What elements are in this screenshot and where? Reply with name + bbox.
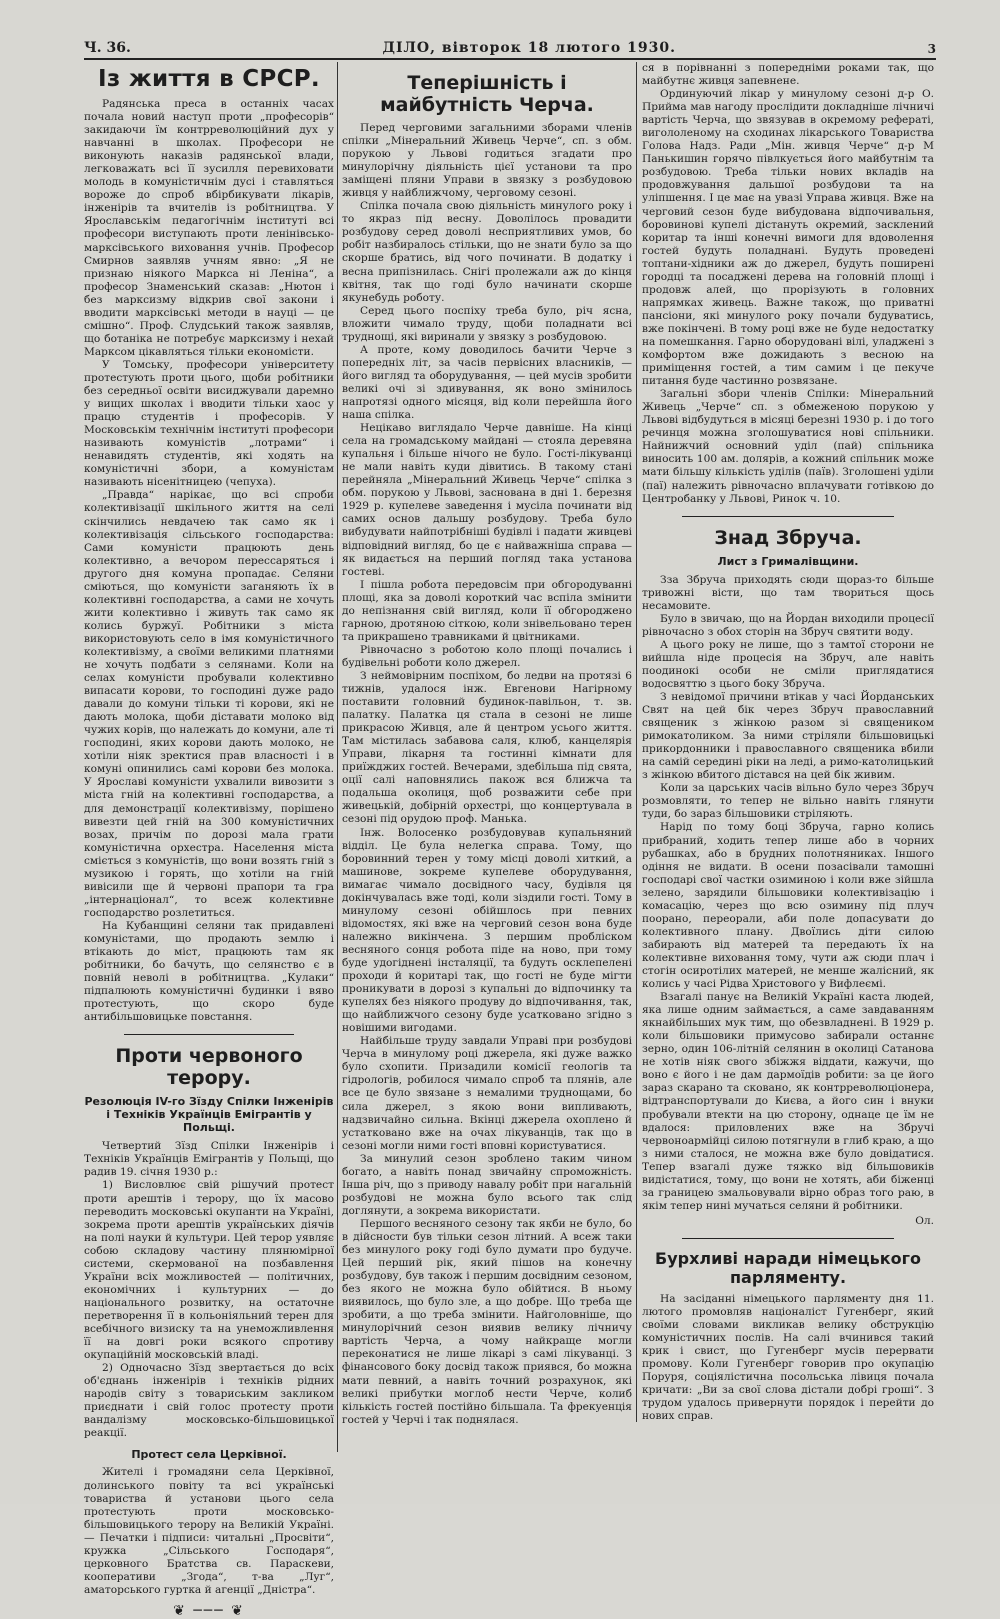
paragraph: З невідомої причини втікав у часі Йорданських Свят на цей бік через Збруч православний священик з жінкою разом зі священиком римокатоликом. За ними стріляли більшовицькі прикордонники і православного священика вбили на самій середині ріки на леді, а римо-католицький з жінкою вбитого дістався на цей бік живим.	[642, 691, 934, 782]
divider	[124, 1034, 294, 1035]
article-title: Теперішність і майбутність Черча.	[380, 72, 594, 116]
issue-number: Ч. 36.	[84, 40, 131, 56]
paragraph: Спілка почала свою діяльність минулого року і то якраз під весну. Доволілось провадити розбудову серед доволі несприятливих умов, бо робіт назбиралось стільки, що не знати було за що скорше братись, від чого починати. В додатку і весна припізнилась. Снігі пролежали аж до кінця квітня, так що годі було начинати скорше якунебудь роботу.	[342, 200, 632, 304]
paragraph: З неймовірним поспіхом, бо ледви на протязі 6 тижнів, удалося інж. Евгенови Нагірному поставити головний будинок-павільон, т. зв. палатку. Палатка ця стала в сезоні не лише прикрасою Живця, але й центром усього життя. Там містилась забавова саля, клюб, канцелярія Управи, лікарня та гостинні кімнати для приїжджих гостей. Вечерами, здебільша під свята, оції салі наповнялись пакож вся ближча та подальша околиця, щоб розважити себе при живецькій, добірній орхестрі, що концертувала в сезоні під орудою проф. Манька.	[342, 669, 632, 826]
paragraph: 2) Одночасно Зїзд звертається до всіх об'єднань інженірів і техніків рідних народів світу з товариським закликом приєднати і свій голос протесту проти вандалізму московсько-більшовицької реакції.	[84, 1362, 334, 1440]
masthead-title: ДІЛО, вівторок 18 лютого 1930.	[382, 40, 676, 56]
paragraph: На Кубанщині селяни так придавлені комуністами, що продають землю і втікають до міст, працюють там як робітники, бо бачуть, що селянство є в повній неволі в робітництва. „Кулаки“ підпалюють комуністичні будинки і вяво протестують, що скоро буде антибільшовицьке повстання.	[84, 919, 334, 1024]
signature: Ол.	[915, 1214, 934, 1227]
paragraph: Взагалі панує на Великій Україні каста людей, яка лише одним займається, а саме завдаванням якнайбільших мук тим, що обезвладнені. В 1929 р. коли більшовики примусово забирали останнє зерно, один 106-літній селянин в околиці Сатанова не хотів ніяк свого збіжжя віддати, кажучи, що воно є його і не дам дармоїдів робити: за це його зараз скарано та сковано, як контрреволюціонера, відтранспортували до Києва, а його син і внуки пробували втекти на цю сторону, однаце це їм не вдалося: приловлених вже на Збручі червоноармійці силою потягнули в глиб краю, а що з ними сталося, не можна вже було довідатися. Тепер взагалі дуже тяжко від більшовиків видістатися, тому, що вони не хотять, аби біженці за границею змальовували вірно образ того раю, в якім тепер нині мучаться селяни й робітники.	[642, 991, 934, 1212]
paragraph: Було в звичаю, що на Йордан виходили процесії рівночасно з обох сторін на Збруч святити воду.	[642, 612, 934, 638]
article-title: Знад Збруча.	[714, 526, 862, 549]
paragraph: ся в порівнанні з попередніми роками так, що майбутнє живця запевнене.	[642, 62, 934, 88]
article-title: Протест села Церківної.	[131, 1448, 287, 1462]
paragraph: А цього року не лише, що з тамтої сторони не вийшла ніде процесія на Збруч, але навіть поодинокі особи не сміли приглядатися водосвяттю з цього боку Збруча.	[642, 638, 934, 690]
paragraph: 1) Висловлює свій рішучий протест проти арештів і терору, що їх масово переводить московські окупанти на Україні, зокрема проти арештів українських діячів на полі науки й культури. Цей терор уявляє собою складову частину плянюмірної системи, скермованої на позбавлення України всіх можливостей — політичних, економічних і культурних — до національного розвитку, на остаточне перетворення її в кольоніяльний терен для всебічного визиску та на унеможливлення її на довгі роки всякого спротиву окупаційній московській владі.	[84, 1179, 334, 1362]
paragraph: У Томську, професори університету протестують проти цього, щоби робітники без середньої освіти висиджували даремно у вищих школах і вводити тільки хаос у працю студентів і професорів. У Московськім технічнім інституті професори називають комуністів „лотрами“ і ненавидять студентів, які ходять на комуністичні збори, а комуністам називають нісенітницею (чепуха).	[84, 358, 334, 489]
paragraph: Нарід по тому боці Збруча, гарно колись прибраний, ходить тепер лише або в чорних рубашках, або в брудних полотняниках. Іншого одіння не видати. В осени позасівали тамошні господарі свої частки озиминою і коли вже зійшла зелено, зарядили більшовики колективізацію і комасацію, через що всю озимину під плуч поорано, переорали, аби поле допасувати до колективного плану. Двоїлись діти силою забирають від матерей та передають їх на колективне виховання тому, чути аж сюди плач і стогін осиротілих матерей, не менше жалісний, як колись у часі Рідва Христового у Вифлеємі.	[642, 821, 934, 991]
column-3	[642, 62, 934, 1422]
masthead	[84, 34, 936, 60]
paragraph: Найбільше труду завдали Управі при розбудові Черча в минулому році джерела, які дуже важко було схопити. Призадили комісії геологів та гідрологів, робилося чимало спроб та плянів, але все це було звязане з немалими труднощами, бо сила джерел, з якою вони випливають, надзвичайно сильна. Вкінці джерела охоплено й устатковано вже на очах лікуванців, так що в сезоні могли ними гості вповні користуватися.	[342, 1035, 632, 1152]
paragraph: Коли за царських часів вільно було через Збруч розмовляти, то тепер не вільно навіть глянути туди, бо зараз більшовики стріляють.	[642, 782, 934, 821]
paragraph: На засіданні німецького парляменту дня 11. лютого промовляв націоналіст Гугенберг, який своїми словами викликав велику обструкцію комуністичних послів. На салі вчинився такий крик і свист, що Гугенберг мусів перервати промову. Коли Гугенберг говорив про окупацію Поруря, соціялістична посольська лівиця почала кричати: „Ви за свої слова дістали добрі гроші“. З трудом удалось привернути порядок і перейти до нових справ.	[642, 1292, 934, 1423]
column-divider	[636, 62, 637, 1422]
paragraph: І пішла робота передовсім при обгородуванні площі, яка за доволі короткий час вспіла змінити до непізнання свій вигляд, коли її обгороджено гарною, дротяною сіткою, коли знівельовано терен та прикрашено травниками й цвітниками.	[342, 578, 632, 643]
paragraph: Інж. Волосенко розбудовував купальняний відділ. Це була нелегка справа. Тому, що боровинний терен у тому місці доволі хиткий, а машинове, зокреме купелеве оборудування, вимагає чимало досвідного часу, будівля ця докінчувалась вже тоді, коли зіздили гості. Тому в минулому сезоні обійшлось при певних відомостях, які вже на черговий сезон вона буде належно викінчена. З першим пробліском весняного сонця робота піде на ново, при тому буде удогіднені інсталяції, та будуть осклепелені проходи й коритарі так, що гості не буде мігти проникувати в дорозі з купальні до відпочинку та купелях без ніякого продуву до відпочивання, так, що найближчого сезону буде усатковано згідно з новішими вигодами.	[342, 826, 632, 1035]
paragraph: Рівночасно з роботою коло площі почались і будівельні роботи коло джерел.	[342, 643, 632, 669]
paragraph: Загальні збори членів Спілки: Мінеральний Живець „Черче“ сп. з обмеженою порукою у Львові відбудуться в місяці березні 1930 р. і до того речинця можна зголошуватися нові спільники. Найнижчий основний уділ (пай) спільника виносить 100 ам. долярів, а кожний спільник може мати більшу кількість уділів (паїв). Зголошені уділи (паї) належить рівночасно вплачувати готівкою до Центробанку у Львові, Ринок ч. 10.	[642, 388, 934, 505]
paragraph: Радянська преса в останніх часах почала новий наступ проти „професорів“ закидаючи їм контрреволюційний дух у навчанні в школах. Професори не виконують наказів радянської влади, легковажать всі її зусилля перевиховати молодь в комуністичнім дусі і ставляться вороже до спроб вбірбикувати лікарів, інженірів та вчителів із робітництва. У Ярославськім педагогічнім інституті всі професори виступають проти ленінівсько-марксівського виховання учнів. Професор Смирнов заявляв учням явно: „Я не признаю ніякого Маркса ні Леніна“, а професор Знаменський сказав: „Нютон і без марксизму відкрив свої закони і вводити марксівські методи в науці — це смішно“. Проф. Слудський також заявляв, що ботаніка не потребує марксизму і нехай Марксом цікавляться тільки економісти.	[84, 98, 334, 358]
column-1	[84, 62, 334, 1619]
ornament-divider: ❦ ─── ❦	[173, 1602, 245, 1619]
article-title: Проти червоного терору.	[115, 1045, 303, 1090]
paragraph: Серед цього поспіху треба було, річ ясна, вложити чимало труду, щоби поладнати всі труднощі, які виринали у звязку з розбудовою.	[342, 304, 632, 343]
paragraph: Нецікаво виглядало Черче давніше. На кінці села на громадському майдані — стояла деревяна купальня і більше нічого не було. Гості-лікуванці не мали навіть куди дівитись. В такому стані перейняла „Мінеральний Живець Черче“ спілка з обм. порукою у Львові, заснована в дні 1. березня 1929 р. купелеве заведення і мусіла починати від самих основ дальшу розбудову. Треба було вибудувати найпотрібніші будівлі і падати живцеві відповідний вигляд, бо це є найважніша справа — як видається на перший погляд така установа гостеві.	[342, 422, 632, 578]
paragraph: Перед черговими загальними зборами членів спілки „Мінеральний Живець Черче“, сп. з обм. порукою у Львові годиться згадати про минулорічну діяльність цієї установи та про заміщені пляни Управи в звязку з розбудовою живця у найближчому, черговому сезоні.	[342, 122, 632, 200]
column-divider	[337, 62, 338, 1452]
paragraph: Четвертий Зїзд Спілки Інженірів і Техніків Українців Емігрантів у Польщі, що радив 19. січня 1930 р.:	[84, 1140, 334, 1179]
article-title: Бурхливі наради німецького парляменту.	[655, 1248, 921, 1287]
paragraph: Першого весняного сезону так якби не було, бо в дійсности був тільки сезон літний. А всеж таки без минулого року годі було думати про будуче. Цей перший рік, який пішов на конечну розбудову, був також і першим досвідним сезоном, без якого не можна було обійтися. В ньому виявилось, що було зле, а що добре. Що треба ще зробити, а що треба змінити. Найголовніше, що минулорічний сезон виявив велику лічничу вартість Черча, а чому найкраще могли переконатися не лише лікарі з самі лікуванці. З фінансового боку досвід також приявся, бо можна мати певний, а навіть точний розрахунок, які великі прибутки моглоб нести Черче, колиб кількість гостей постійно більшала. Та фрекуенція гостей у Черчі і так поднялася.	[342, 1217, 632, 1426]
paragraph: Зза Збруча приходять сюди щораз-то більше тривожні вісти, що там твориться щось несамовите.	[642, 573, 934, 612]
paragraph: За минулий сезон зроблено таким чином богато, а навіть понад звичайну спроможність. Інша річ, що з приводу навалу робіт при нагальній розбудові не можна було всього так слід доглянути, а зокрема використати.	[342, 1152, 632, 1217]
divider	[682, 1238, 894, 1239]
paragraph: Ординуючий лікар у минулому сезоні д-р О. Прийма мав нагоду прослідити докладніше лічничі вартість Черча, що звязував в окремому рефераті, вигололеному на сходинах лікарського Товариства Голова Надз. Ради „Мін. живця Черче“ д-р М Панькишин горячо півлкується його майбутнім та розбудовою. Треба тільки нових вкладів на продовжування дальшої розбудови та на уліпшення. І це має на увазі Управа живця. Вже на черговий сезон буде вибудована відпочивальня, боровинові купелі дістануть окремий, засклений коритар та інші конечні вимоги для вдоволення гостей будуть поладнані. Будуть проведені топтани-хідники аж до джерел, будуть поширені городці та посаджені дерева на головній площі і продовж алей, що прорізують в головних напрямках живець. Важне також, що приватні пансіони, які минулого року почали будуватись, вже покінчені. В тому році вже не буде недостатку на помешкання. Гарно оборудовані вілі, уладжені з комфортом вже дожидають з весною на приміщення гостей, а тим самим і це пекуче питання буде частинно розвязане.	[642, 88, 934, 388]
article-subtitle: Лист з Грималівщини.	[717, 554, 859, 568]
paragraph: „Правда“ нарікає, що всі спроби колективізації шкільного життя на селі скінчились невдачею так само як і колективізація сільського господарства: Сами комуністи працюють день колективно, а вечором перессаряться і другого дня комуна пропадає. Селяни сміються, що комуністи заганяють їх в колективні господарства, а сами не хочуть жити колективно і живуть так само як колись буржуї. Робітники з міста використовують село в імя комуністичного колективізму, а своїми великими платнями не хочуть подбати з селянами. Коли на селах комуністи пробували колективно випасати корови, то господині дуже радо давали до комуни тільки ті корови, які не дають молока, щоби діставати молоко від чужих корів, що належать до комуни, але ті господині, яких корови дають молоко, не хотіли ніяк зректися прав власності і в комуні опинились самі корови без молока. У Ярославі комуністи ухвалили вивозити з міста гній на колективні господарства, а для демонстрації колективізму, порішено вивезти цей гній на 300 комуністичних возах, причім по дорозі мала грати комуністична орхестра. Населення міста сміється з комуністів, що вони возять гній з музикою і горять, що хотіли на гній вивісили ще й червоні прапори та гра „інтернаціонал“, то всеж колективне господарство розлетиться.	[84, 489, 334, 919]
paragraph: А проте, кому доводилось бачити Черче з попередніх літ, за часів первісних власників, — його вигляд та оборудування, — цей мусів зробити великі очі зі здивування, як воно змінилось напротязі одного місяця, від коли перейшла його наша спілка.	[342, 343, 632, 422]
article-subtitle: Резолюція IV-го Зїзду Спілки Інженірів і Техніків Українців Емігрантів у Польщі.	[84, 1095, 334, 1135]
page-number: 3	[927, 42, 936, 56]
column-2	[342, 62, 632, 1426]
paragraph: Жителі і громадяни села Церківної, долинського повіту та всі українські товариства й установи цього села протестують проти московсько-більшовицького терору на Великій Україні. — Печатки і підписи: читальні „Просвіти“, кружка „Сільського Господаря“, церковного Братства св. Параскеви, кооперативи „Згода“, т-ва „Луг“, аматорського гуртка й агенції „Дністра“.	[84, 1466, 334, 1596]
divider	[682, 516, 894, 517]
article-title: Із життя в СРСР.	[98, 66, 320, 92]
